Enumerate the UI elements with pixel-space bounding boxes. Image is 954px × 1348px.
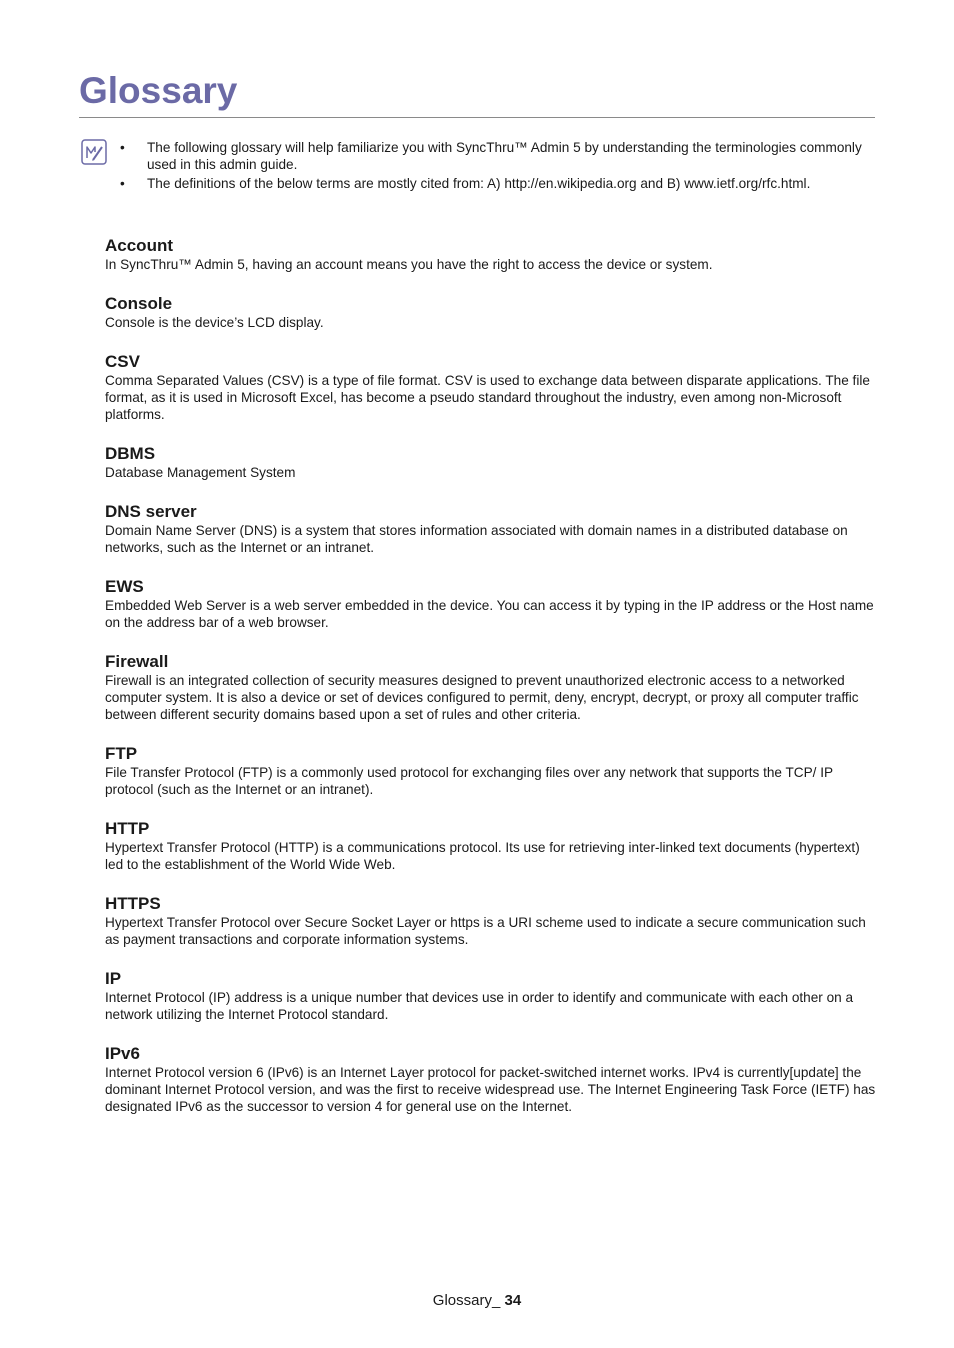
glossary-entry xyxy=(105,819,880,873)
page-title: Glossary xyxy=(79,70,238,111)
glossary-entry xyxy=(105,236,880,273)
glossary-entry xyxy=(105,294,880,331)
entry-term: HTTPS xyxy=(105,894,161,913)
note-item: • The definitions of the below terms are mostly cited from: A) http://en.wikipedia.org and B) www.ietf.org/rfc.html. xyxy=(120,176,811,191)
entry-term: CSV xyxy=(105,352,140,371)
entry-term: IPv6 xyxy=(105,1044,140,1063)
glossary-entry xyxy=(105,352,880,423)
entry-definition: Firewall is an integrated collection of security measures designed to prevent unauthorized electronic access to a networked computer system. It is also a device or set of devices configured to permit, deny, encrypt, decrypt, or proxy all computer traffic between different security domains based upon a set of rules and other criteria. xyxy=(105,673,859,722)
entry-term: DBMS xyxy=(105,444,156,463)
footer-label: Glossary_ xyxy=(432,1292,501,1309)
entry-definition: Comma Separated Values (CSV) is a type of file format. CSV is used to exchange data between disparate applications. The file format, as it is used in Microsoft Excel, has become a pseudo standard throughout the industry, even among non-Microsoft platforms. xyxy=(105,373,870,422)
note-text: The following glossary will help familiarize you with SyncThru™ Admin 5 by understanding the terminologies commonly used in this admin guide. xyxy=(147,140,862,172)
entry-term: HTTP xyxy=(105,819,150,838)
entry-definition: File Transfer Protocol (FTP) is a commonly used protocol for exchanging files over any network that supports the TCP/ IP protocol (such as the Internet or an intranet). xyxy=(105,765,833,797)
entry-term: EWS xyxy=(105,577,144,596)
note-item: • The following glossary will help familiarize you with SyncThru™ Admin 5 by understanding the terminologies commonly used in this admin guide. xyxy=(120,140,862,172)
entry-term: Account xyxy=(105,236,173,255)
glossary-entry xyxy=(105,652,880,723)
entry-term: IP xyxy=(105,969,122,988)
title-divider xyxy=(79,117,875,118)
entry-definition: Domain Name Server (DNS) is a system that stores information associated with domain names in a distributed database on networks, such as the Internet or an intranet. xyxy=(105,523,848,555)
entry-term: Firewall xyxy=(105,652,169,671)
entry-definition: Console is the device’s LCD display. xyxy=(105,315,324,330)
entry-term: FTP xyxy=(105,744,138,763)
glossary-entry xyxy=(105,894,880,948)
entry-definition: Internet Protocol version 6 (IPv6) is an Internet Layer protocol for packet-switched internet works. IPv4 is currently[update] the dominant Internet Protocol version, and was the first to receive widespread use. The Internet Engineering Task Force (IETF) has designated IPv6 as the successor to version 4 for general use on the Internet. xyxy=(105,1065,876,1114)
entry-term: Console xyxy=(105,294,173,313)
glossary-entry xyxy=(105,502,880,556)
glossary-entry xyxy=(105,577,880,631)
entry-definition: Embedded Web Server is a web server embedded in the device. You can access it by typing in the IP address or the Host name on the address bar of a web browser. xyxy=(105,598,874,630)
note-text: The definitions of the below terms are mostly cited from: A) http://en.wikipedia.org and B) www.ietf.org/rfc.html. xyxy=(147,176,811,191)
entry-definition: In SyncThru™ Admin 5, having an account means you have the right to access the device or system. xyxy=(105,257,713,272)
page-number: 34 xyxy=(504,1292,522,1309)
glossary-entry xyxy=(105,969,880,1023)
entry-term: DNS server xyxy=(105,502,197,521)
note-pencil-icon xyxy=(81,139,107,165)
note-list xyxy=(120,139,875,194)
glossary-entry xyxy=(105,1044,880,1115)
entry-definition: Hypertext Transfer Protocol (HTTP) is a communications protocol. Its use for retrieving inter-linked text documents (hypertext) led to the establishment of the World Wide Web. xyxy=(105,840,860,872)
entry-definition: Database Management System xyxy=(105,465,296,480)
entry-definition: Internet Protocol (IP) address is a unique number that devices use in order to identify and communicate with each other on a network utilizing the Internet Protocol standard. xyxy=(105,990,854,1022)
glossary-entry xyxy=(105,744,880,798)
page-footer xyxy=(0,1292,954,1309)
entry-definition: Hypertext Transfer Protocol over Secure Socket Layer or https is a URI scheme used to indicate a secure communication such as payment transactions and corporate information systems. xyxy=(105,915,866,947)
glossary-entry xyxy=(105,444,880,481)
glossary-entries xyxy=(105,236,880,1136)
